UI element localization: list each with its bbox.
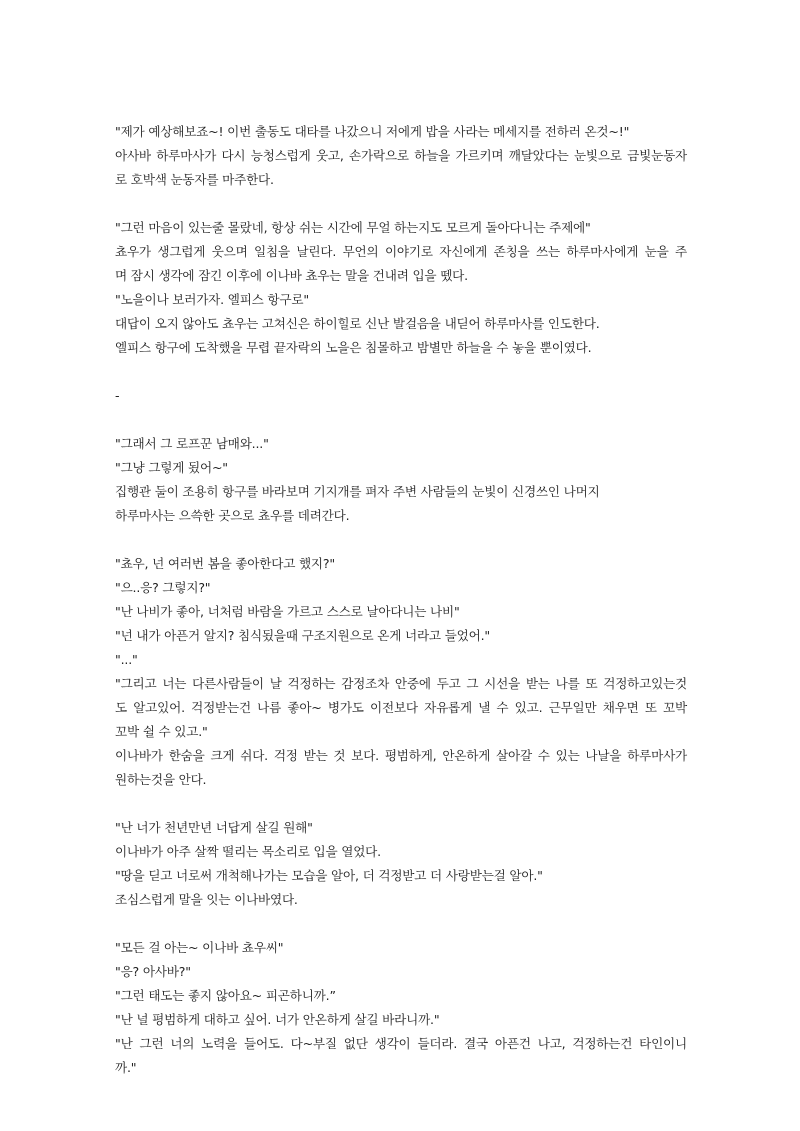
blank-line [115,360,687,384]
text-line: 집행관 둘이 조용히 항구를 바라보며 기지개를 펴자 주변 사람들의 눈빛이 신경쓰인 나머지 [115,484,600,499]
text-line: "그런 마음이 있는줄 몰랐네, 항상 쉬는 시간에 무얼 하는지도 모르게 돌아다니는 주제에" [115,220,591,235]
text-line: 원하는것을 안다. [115,772,207,787]
blank-line [115,192,687,216]
text-line: "그냥 그렇게 됬어~" [115,460,228,475]
text-line: "난 널 평범하게 대하고 싶어. 너가 안온하게 살길 바라니까." [115,1012,440,1027]
text-line: 대답이 오지 않아도 쵸우는 고쳐신은 하이힐로 신난 발걸음을 내딛어 하루마사를 인도한다. [115,316,600,331]
text-line: 이나바가 한숨을 크게 쉬다. 걱정 받는 것 보다. 평범하게, 안온하게 살아갈 수 있는 나날을 하루마사가 [115,748,687,763]
text-line: 꼬박 쉴 수 있고." [115,724,208,739]
text-line: 엘피스 항구에 도착했을 무렵 끝자락의 노을은 침몰하고 밤별만 하늘을 수 놓을 뿐이였다. [115,340,592,355]
blank-line [115,528,687,552]
blank-line [115,792,687,816]
blank-line [115,912,687,936]
text-line: "모든 걸 아는~ 이나바 쵸우씨" [115,940,284,955]
text-line: "땅을 딛고 너로써 개척해나가는 모습을 알아, 더 걱정받고 더 사랑받는걸 알아." [115,868,543,883]
text-line: "으..응? 그렇지?" [115,580,211,595]
text-line: "난 나비가 좋아, 너처럼 바람을 가르고 스스로 날아다니는 나비" [115,604,460,619]
text-line: 까." [115,1060,137,1075]
text-line: 며 잠시 생각에 잠긴 이후에 이나바 쵸우는 말을 건내려 입을 뗐다. [115,268,468,283]
text-line: "그런 태도는 좋지 않아요~ 피곤하니까.” [115,988,336,1003]
text-line: "그리고 너는 다른사람들이 날 걱정하는 감정조차 안중에 두고 그 시선을 받는 나를 또 걱정하고있는것 [115,676,687,691]
text-line: "난 너가 천년만년 너답게 살길 원해" [115,820,313,835]
text-line: 이나바가 아주 살짝 떨리는 목소리로 입을 열었다. [115,844,381,859]
document-body [115,120,687,1080]
text-line: 하루마사는 으쓱한 곳으로 쵸우를 데려간다. [115,508,350,523]
text-line: "쵸우, 넌 여러번 봄을 좋아한다고 했지?" [115,556,335,571]
text-line: 아사바 하루마사가 다시 능청스럽게 웃고, 손가락으로 하늘을 가르키며 깨달았다는 눈빛으로 금빛눈동자 [115,148,687,163]
blank-line [115,408,687,432]
text-line: 조심스럽게 말을 잇는 이나바였다. [115,892,298,907]
text-line: "난 그런 너의 노력을 들어도. 다~부질 없단 생각이 들더라. 결국 아픈건 나고, 걱정하는건 타인이니 [115,1036,687,1051]
text-line: 쵸우가 생그럽게 웃으며 일침을 날린다. 무언의 이야기로 자신에게 존칭을 쓰는 하루마사에게 눈을 주 [115,244,687,259]
text-line: "노을이나 보러가자. 엘피스 항구로" [115,292,309,307]
text-line: - [115,388,120,403]
text-line: "넌 내가 아픈거 알지? 침식됬을때 구조지원으로 온게 너라고 들었어." [115,628,490,643]
text-line: "..." [115,652,138,667]
text-line: 도 알고있어. 걱정받는건 나름 좋아~ 병가도 이전보다 자유롭게 낼 수 있고. 근무일만 채우면 또 꼬박 [115,700,687,715]
text-line: "응? 아사바?" [115,964,191,979]
text-line: "그래서 그 로프꾼 남매와..." [115,436,269,451]
text-line: 로 호박색 눈동자를 마주한다. [115,172,274,187]
text-line: "제가 예상해보죠~! 이번 출동도 대타를 나갔으니 저에게 밥을 사라는 메세지를 전하러 온것~!" [115,124,630,139]
